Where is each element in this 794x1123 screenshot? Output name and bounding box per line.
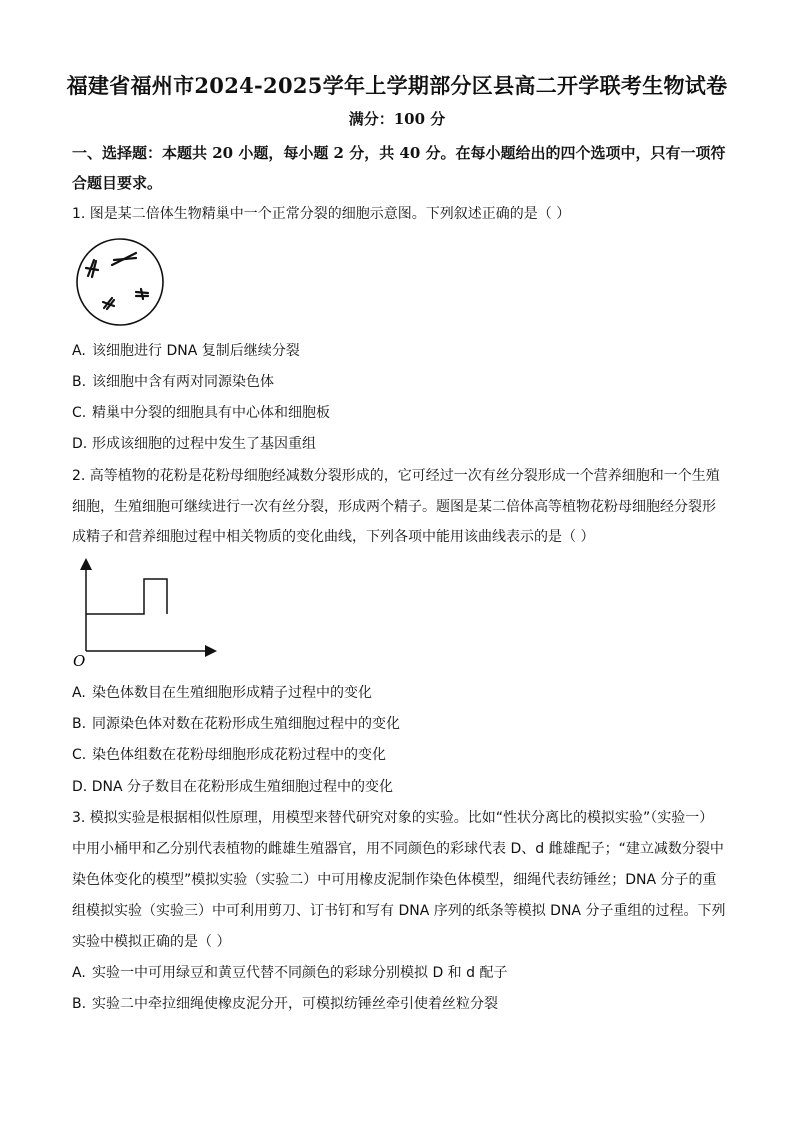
q2-option-b[interactable] [72, 713, 400, 733]
q1-cell-diagram [74, 236, 166, 328]
q1-option-c[interactable] [72, 402, 330, 422]
q1-option-a[interactable] [72, 340, 300, 360]
q2-stem-line-3: 成精子和营养细胞过程中相关物质的变化曲线，下列各项中能用该曲线表示的是（ ） [72, 529, 595, 545]
q3-stem-line-5: 实验中模拟正确的是（ ） [72, 934, 231, 950]
q2-option-c[interactable] [72, 744, 386, 764]
option-text: 实验一中可用绿豆和黄豆代替不同颜色的彩球分别模拟 D 和 d 配子 [92, 965, 508, 981]
q2-option-a[interactable] [72, 682, 372, 702]
q2-stem-line-2: 细胞，生殖细胞可继续进行一次有丝分裂，形成两个精子。题图是某二倍体高等植物花粉母细胞经分裂形 [72, 499, 716, 515]
q1-stem: 1. 图是某二倍体生物精巢中一个正常分裂的细胞示意图。下列叙述正确的是（ ） [72, 206, 571, 222]
q2-option-d[interactable] [72, 776, 393, 796]
q2-step-graph [70, 555, 220, 670]
option-text: 同源染色体对数在花粉形成生殖细胞过程中的变化 [92, 716, 400, 732]
q3-stem-line-3: 染色体变化的模型”模拟实验（实验二）中可用橡皮泥制作染色体模型，细绳代表纺锤丝；DNA 分子的重 [72, 872, 717, 888]
option-text: 形成该细胞的过程中发生了基因重组 [92, 436, 316, 452]
option-key: D. [72, 779, 88, 795]
option-key: A. [72, 965, 86, 981]
step-curve [86, 579, 167, 614]
option-key: A. [72, 343, 86, 359]
q3-stem-line-4: 组模拟实验（实验三）中可利用剪刀、订书钉和写有 DNA 序列的纸条等模拟 DNA 分子重组的过程。下列 [72, 903, 726, 919]
option-key: C. [72, 405, 87, 421]
page-title: 福建省福州市2024-2025学年上学期部分区县高二开学联考生物试卷 [66, 73, 728, 98]
option-text: 实验二中牵拉细绳使橡皮泥分开，可模拟纺锤丝牵引使着丝粒分裂 [92, 996, 498, 1012]
option-text: 该细胞进行 DNA 复制后继续分裂 [92, 343, 300, 359]
option-key: B. [72, 996, 87, 1012]
option-key: B. [72, 716, 87, 732]
option-key: C. [72, 747, 87, 763]
q1-option-b[interactable] [72, 371, 274, 391]
option-text: DNA 分子数目在花粉形成生殖细胞过程中的变化 [91, 779, 393, 795]
option-text: 该细胞中含有两对同源染色体 [92, 374, 274, 390]
option-text: 染色体数目在生殖细胞形成精子过程中的变化 [92, 685, 372, 701]
q1-option-d[interactable] [72, 433, 316, 453]
option-key: D. [72, 436, 88, 452]
axis-origin-label: O [73, 652, 86, 670]
q2-stem-line-1: 2. 高等植物的花粉是花粉母细胞经减数分裂形成的，它可经过一次有丝分裂形成一个营养细胞和一个生殖 [72, 468, 720, 484]
q3-stem-line-2: 中用小桶甲和乙分别代表植物的雌雄生殖器官，用不同颜色的彩球代表 D、d 雌雄配子；“建立减数分裂中 [72, 841, 724, 857]
q3-stem-line-1: 3. 模拟实验是根据相似性原理，用模型来替代研究对象的实验。比如“性状分离比的模拟实验”（实验一） [72, 810, 714, 826]
option-text: 染色体组数在花粉母细胞形成花粉过程中的变化 [92, 747, 386, 763]
option-text: 精巢中分裂的细胞具有中心体和细胞板 [92, 405, 330, 421]
section-heading: 一、选择题：本题共 20 小题，每小题 2 分，共 40 分。在每小题给出的四个选项中，只有一项符合题目要求。 [72, 144, 726, 192]
option-key: A. [72, 685, 86, 701]
q3-option-a[interactable] [72, 962, 507, 982]
option-key: B. [72, 374, 87, 390]
q3-option-b[interactable] [72, 993, 498, 1013]
full-score: 满分：100 分 [348, 110, 446, 128]
